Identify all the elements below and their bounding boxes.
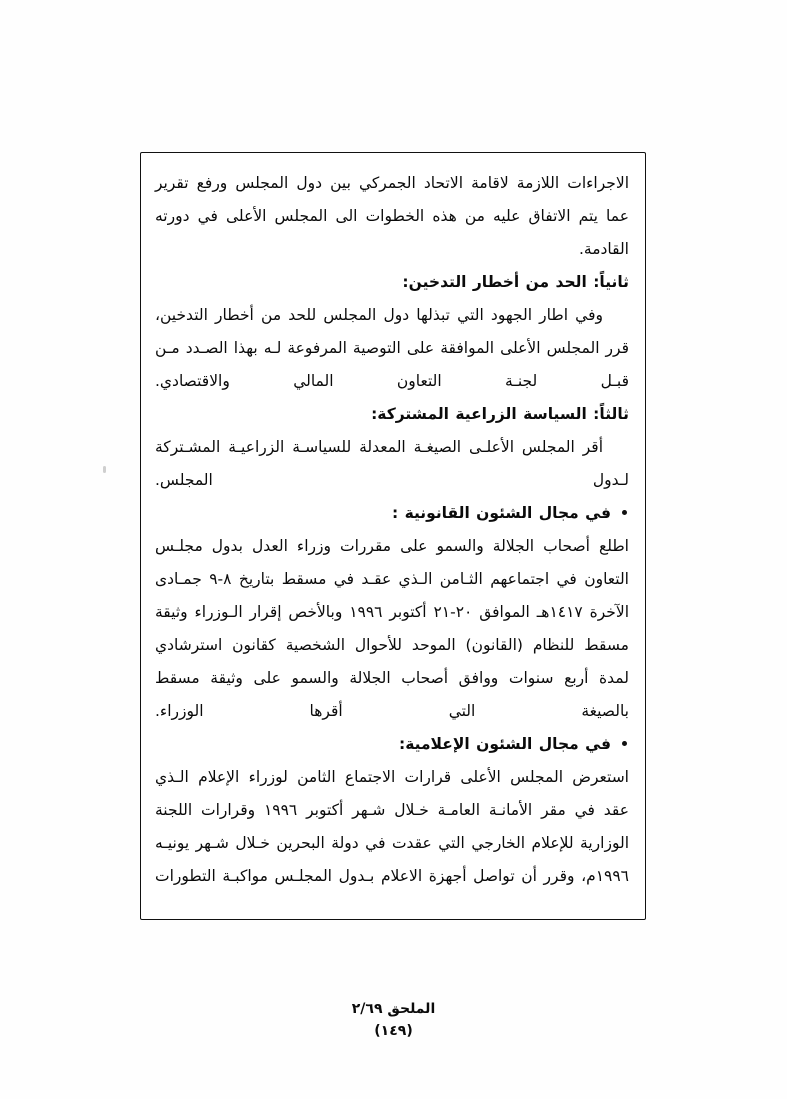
bullet-heading-legal-affairs xyxy=(155,497,629,530)
paragraph-media-affairs: استعرض المجلس الأعلى قرارات الاجتماع الثامن لوزراء الإعلام الـذي عقد في مقر الأمانـة العامـة خـلال شـهر أكتوبر ١٩٩٦ وقرارات اللجنة الوزارية للإعلام الخارجي التي عقدت في دولة البحرين خـلال شـهر يونيـه ١٩٩٦م، وقرر أن تواصل أجهزة الاعلام بـدول المجلـس مواكبـة التطورات xyxy=(155,768,629,885)
page-footer xyxy=(0,998,787,1042)
text-frame xyxy=(140,152,646,920)
bullet-dot-icon xyxy=(622,741,627,746)
page-number: (١٤٩) xyxy=(374,1023,413,1039)
bullet-dot-icon xyxy=(622,510,627,515)
annex-label: الملحق ٢/٦٩ xyxy=(351,1001,436,1017)
heading-third-item: ثالثاً: السياسة الزراعية المشتركة: xyxy=(371,405,629,423)
paragraph-agricultural-policy: أقر المجلس الأعلـى الصيغـة المعدلة للسياسـة الزراعيـة المشـتركة لـدول المجلس. xyxy=(155,438,629,489)
document-body xyxy=(155,167,629,893)
bullet-heading-media-affairs xyxy=(155,728,629,761)
paragraph-legal-affairs: اطلع أصحاب الجلالة والسمو على مقررات وزراء العدل بدول مجلـس التعاون في اجتماعهم الثـامن الـذي عقـد في مسقط بتاريخ ٨-٩ جمـادى الآخرة ١٤١٧هـ الموافق ٢٠-٢١ أكتوبر ١٩٩٦ وبالأخص إقرار الـوزراء وثيقة مسقط للنظام (القانون) الموحد للأحوال الشخصية كقانون استرشادي لمدة أربع سنوات ووافق أصحاب الجلالة والسمو على وثيقة مسقط بالصيغة التي أقرها الوزراء. xyxy=(155,537,630,720)
paragraph-continuation: الاجراءات اللازمة لاقامة الاتحاد الجمركي بين دول المجلس ورفع تقرير عما يتم الاتفاق عليه من هذه الخطوات الى المجلس الأعلى في دورته القادمة. xyxy=(155,174,629,258)
bullet-heading-legal-affairs-label: في مجال الشئون القانونية : xyxy=(391,504,611,522)
paragraph-smoking-hazards: وفي اطار الجهود التي تبذلها دول المجلس للحد من أخطار التدخين، قرر المجلس الأعلى الموافقة على التوصية المرفوعة لـه بهذا الصـدد مـن قبـل لجنـة التعاون المالي والاقتصادي. xyxy=(155,306,629,390)
bullet-heading-media-affairs-label: في مجال الشئون الإعلامية: xyxy=(399,735,611,753)
heading-second-item: ثانياً: الحد من أخطار التدخين: xyxy=(402,273,629,291)
scan-artifact xyxy=(103,466,106,473)
